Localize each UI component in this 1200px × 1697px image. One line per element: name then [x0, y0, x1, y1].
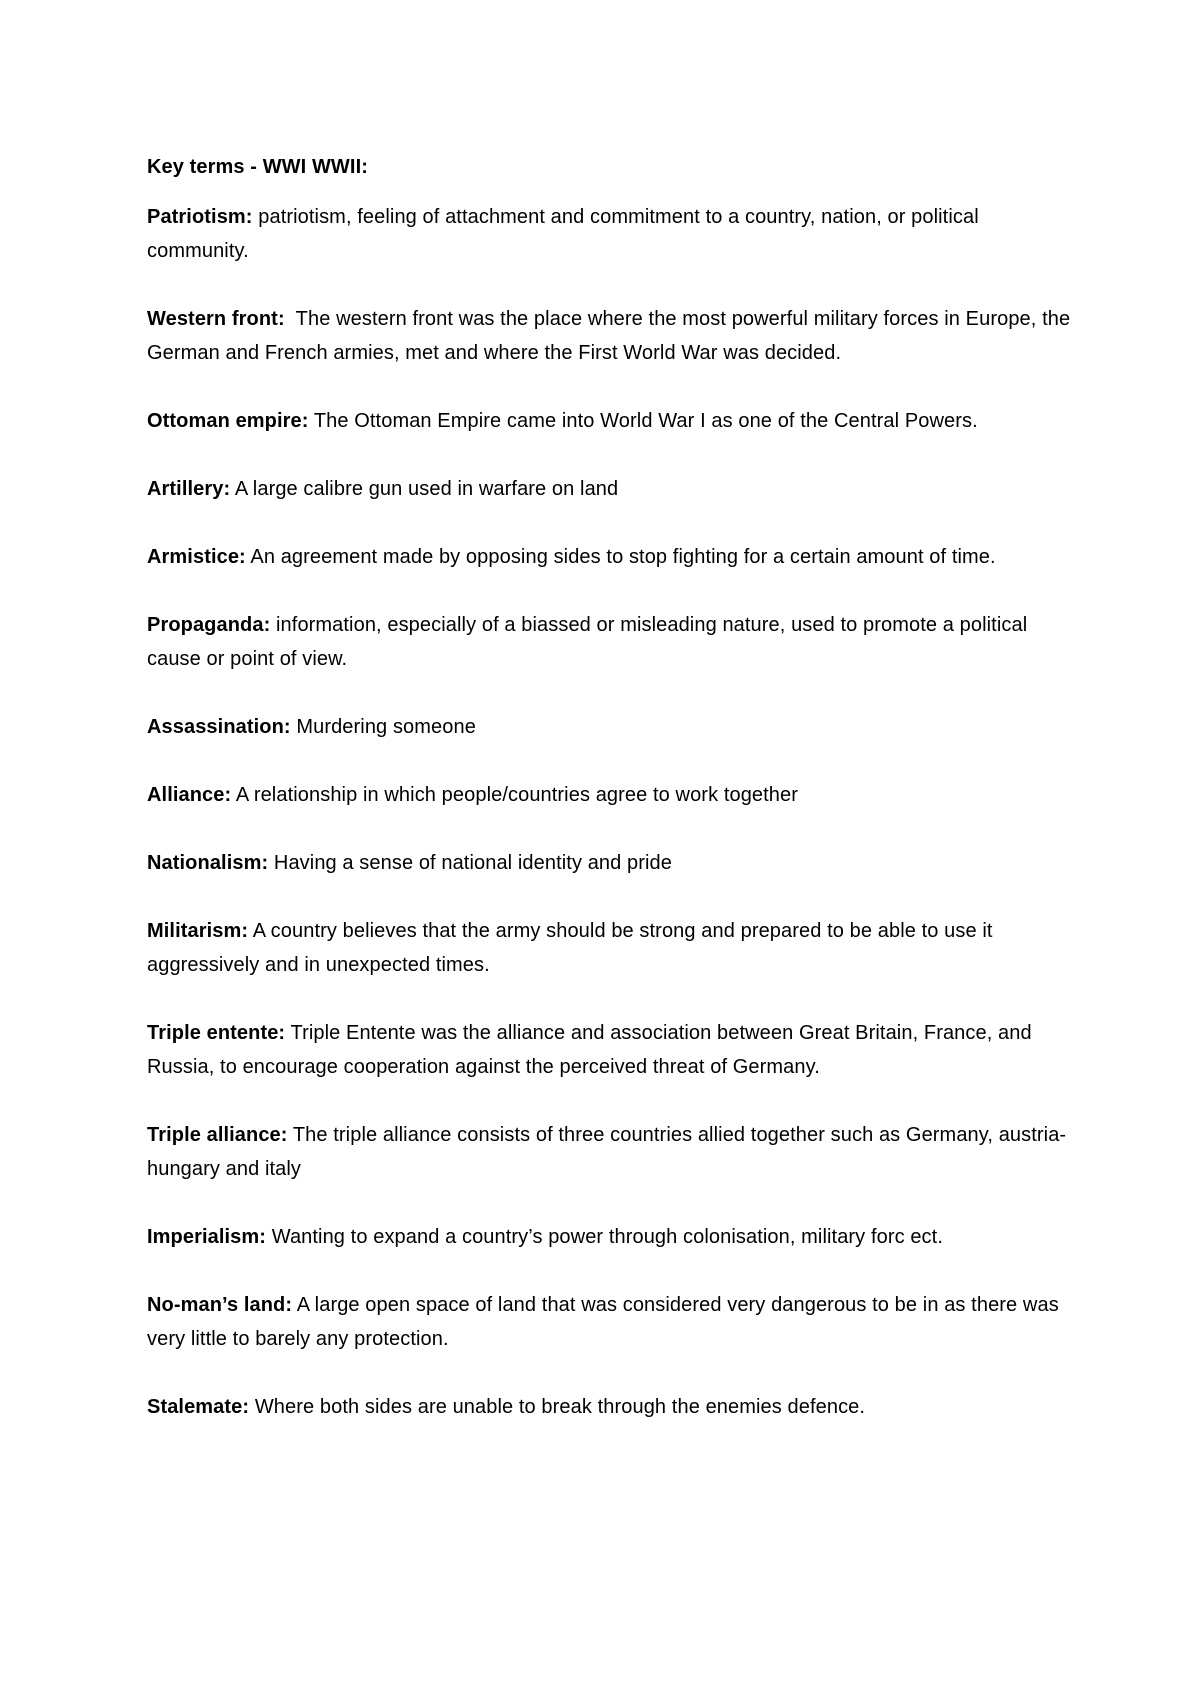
term-definition: Wanting to expand a country’s power through colonisation, military forc ect. — [271, 1226, 943, 1248]
term-name: Stalemate: — [147, 1396, 250, 1418]
document-title: Key terms - WWI WWII: — [147, 156, 368, 178]
term-name: Alliance: — [147, 784, 232, 806]
term-definition: A large open space of land that was considered very dangerous to be in as there was very little to barely any protection. — [147, 1294, 1059, 1350]
term-name: Assassination: — [147, 716, 291, 738]
term-name: Armistice: — [147, 546, 246, 568]
term-entry-patriotism — [147, 200, 1077, 268]
term-entry-assassination — [147, 710, 1077, 744]
term-name: Nationalism: — [147, 852, 269, 874]
term-definition: The western front was the place where the most powerful military forces in Europe, the German and French armies, met and where the First World War was decided. — [147, 308, 1071, 364]
term-definition: Triple Entente was the alliance and association between Great Britain, France, and Russia, to encourage cooperation against the perceived threat of Germany. — [147, 1022, 1032, 1078]
term-entry-stalemate — [147, 1390, 1077, 1424]
term-name: Ottoman empire: — [147, 410, 309, 432]
term-name: Artillery: — [147, 478, 231, 500]
term-name: Imperialism: — [147, 1226, 267, 1248]
term-definition: patriotism, feeling of attachment and commitment to a country, nation, or political community. — [147, 206, 979, 262]
term-entry-alliance — [147, 778, 1077, 812]
term-name: Western front: — [147, 308, 285, 330]
term-entry-nationalism — [147, 846, 1077, 880]
term-name: Patriotism: — [147, 206, 253, 228]
term-entry-ottoman-empire — [147, 404, 1077, 438]
term-entry-armistice — [147, 540, 1077, 574]
term-definition: A country believes that the army should be strong and prepared to be able to use it aggressively and in unexpected times. — [147, 920, 993, 976]
term-definition: A relationship in which people/countries agree to work together — [235, 784, 799, 806]
term-name: Propaganda: — [147, 614, 271, 636]
term-definition: The Ottoman Empire came into World War I as one of the Central Powers. — [313, 410, 978, 432]
term-entry-imperialism — [147, 1220, 1077, 1254]
term-definition: The triple alliance consists of three countries allied together such as Germany, austria-hungary and italy — [147, 1124, 1067, 1180]
term-name: Militarism: — [147, 920, 249, 942]
term-entry-western-front — [147, 302, 1077, 370]
term-name: Triple entente: — [147, 1022, 286, 1044]
term-definition: Murdering someone — [296, 716, 476, 738]
term-name: No-man’s land: — [147, 1294, 293, 1316]
term-entry-militarism — [147, 914, 1077, 982]
term-definition: Where both sides are unable to break through the enemies defence. — [254, 1396, 866, 1418]
term-entry-triple-alliance — [147, 1118, 1077, 1186]
term-definition: An agreement made by opposing sides to stop fighting for a certain amount of time. — [250, 546, 996, 568]
term-entry-no-mans-land — [147, 1288, 1077, 1356]
term-entry-propaganda — [147, 608, 1077, 676]
term-entry-triple-entente — [147, 1016, 1077, 1084]
term-definition: Having a sense of national identity and pride — [273, 852, 672, 874]
term-name: Triple alliance: — [147, 1124, 288, 1146]
term-entry-artillery — [147, 472, 1077, 506]
term-definition: A large calibre gun used in warfare on land — [234, 478, 619, 500]
document-content — [147, 150, 1077, 1458]
term-definition: information, especially of a biassed or misleading nature, used to promote a political cause or point of view. — [147, 614, 1028, 670]
